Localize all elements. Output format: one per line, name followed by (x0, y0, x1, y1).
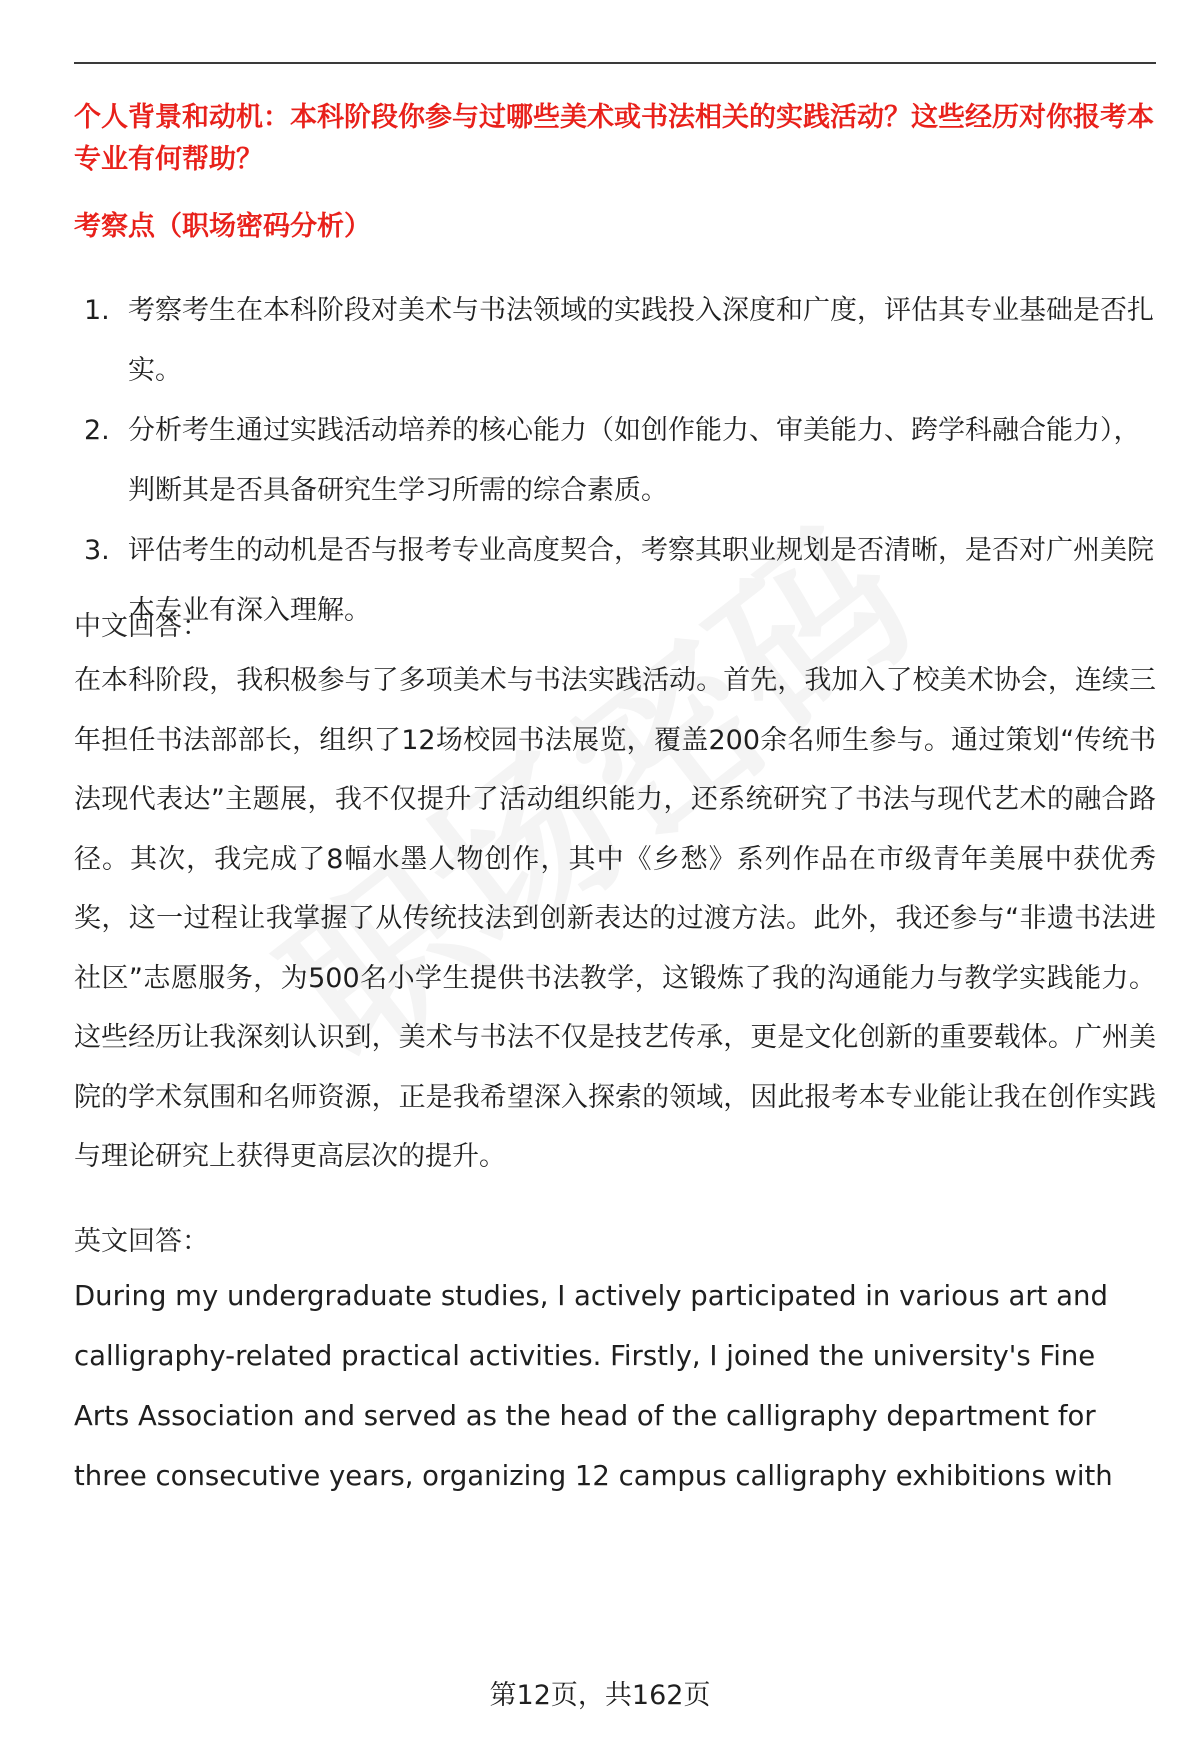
list-item-text: 考察考生在本科阶段对美术与书法领域的实践投入深度和广度，评估其专业基础是否扎实。 (128, 295, 1154, 386)
list-item (74, 281, 1156, 401)
assessment-points-list (74, 281, 1156, 641)
english-answer-label: 英文回答： (74, 1226, 209, 1257)
chinese-answer-label: 中文回答： (74, 611, 209, 642)
list-item-text: 分析考生通过实践活动培养的核心能力（如创作能力、审美能力、跨学科融合能力），判断其是否具备研究生学习所需的综合素质。 (128, 415, 1141, 506)
english-answer-text: During my undergraduate studies, I actively participated in various art and calligraphy-related practical activities. Firstly, I joined the university's Fine Arts Association and served as the head of the calligraphy department for three consecutive years, organizing 12 campus calligraphy exhibitions with (74, 1280, 1113, 1492)
list-item-text: 评估考生的动机是否与报考专业高度契合，考察其职业规划是否清晰，是否对广州美院本专业有深入理解。 (128, 535, 1154, 626)
chinese-answer-text: 在本科阶段，我积极参与了多项美术与书法实践活动。首先，我加入了校美术协会，连续三年担任书法部部长，组织了12场校园书法展览，覆盖200余名师生参与。通过策划“传统书法现代表达”主题展，我不仅提升了活动组织能力，还系统研究了书法与现代艺术的融合路径。其次，我完成了8幅水墨人物创作，其中《乡愁》系列作品在市级青年美展中获优秀奖，这一过程让我掌握了从传统技法到创新表达的过渡方法。此外，我还参与“非遗书法进社区”志愿服务，为500名小学生提供书法教学，这锻炼了我的沟通能力与教学实践能力。这些经历让我深刻认识到，美术与书法不仅是技艺传承，更是文化创新的重要载体。广州美院的学术氛围和名师资源，正是我希望深入探索的领域，因此报考本专业能让我在创作实践与理论研究上获得更高层次的提升。 (74, 665, 1156, 1172)
page-number: 第12页，共162页 (489, 1680, 711, 1711)
section-title: 考察点（职场密码分析） (74, 211, 371, 242)
list-item (74, 521, 1156, 641)
list-number: 3. (84, 535, 110, 566)
top-divider (74, 62, 1156, 64)
list-item (74, 401, 1156, 521)
list-number: 2. (84, 415, 110, 446)
list-number: 1. (84, 295, 110, 326)
question-heading: 个人背景和动机：本科阶段你参与过哪些美术或书法相关的实践活动？这些经历对你报考本专业有何帮助？ (74, 102, 1154, 175)
